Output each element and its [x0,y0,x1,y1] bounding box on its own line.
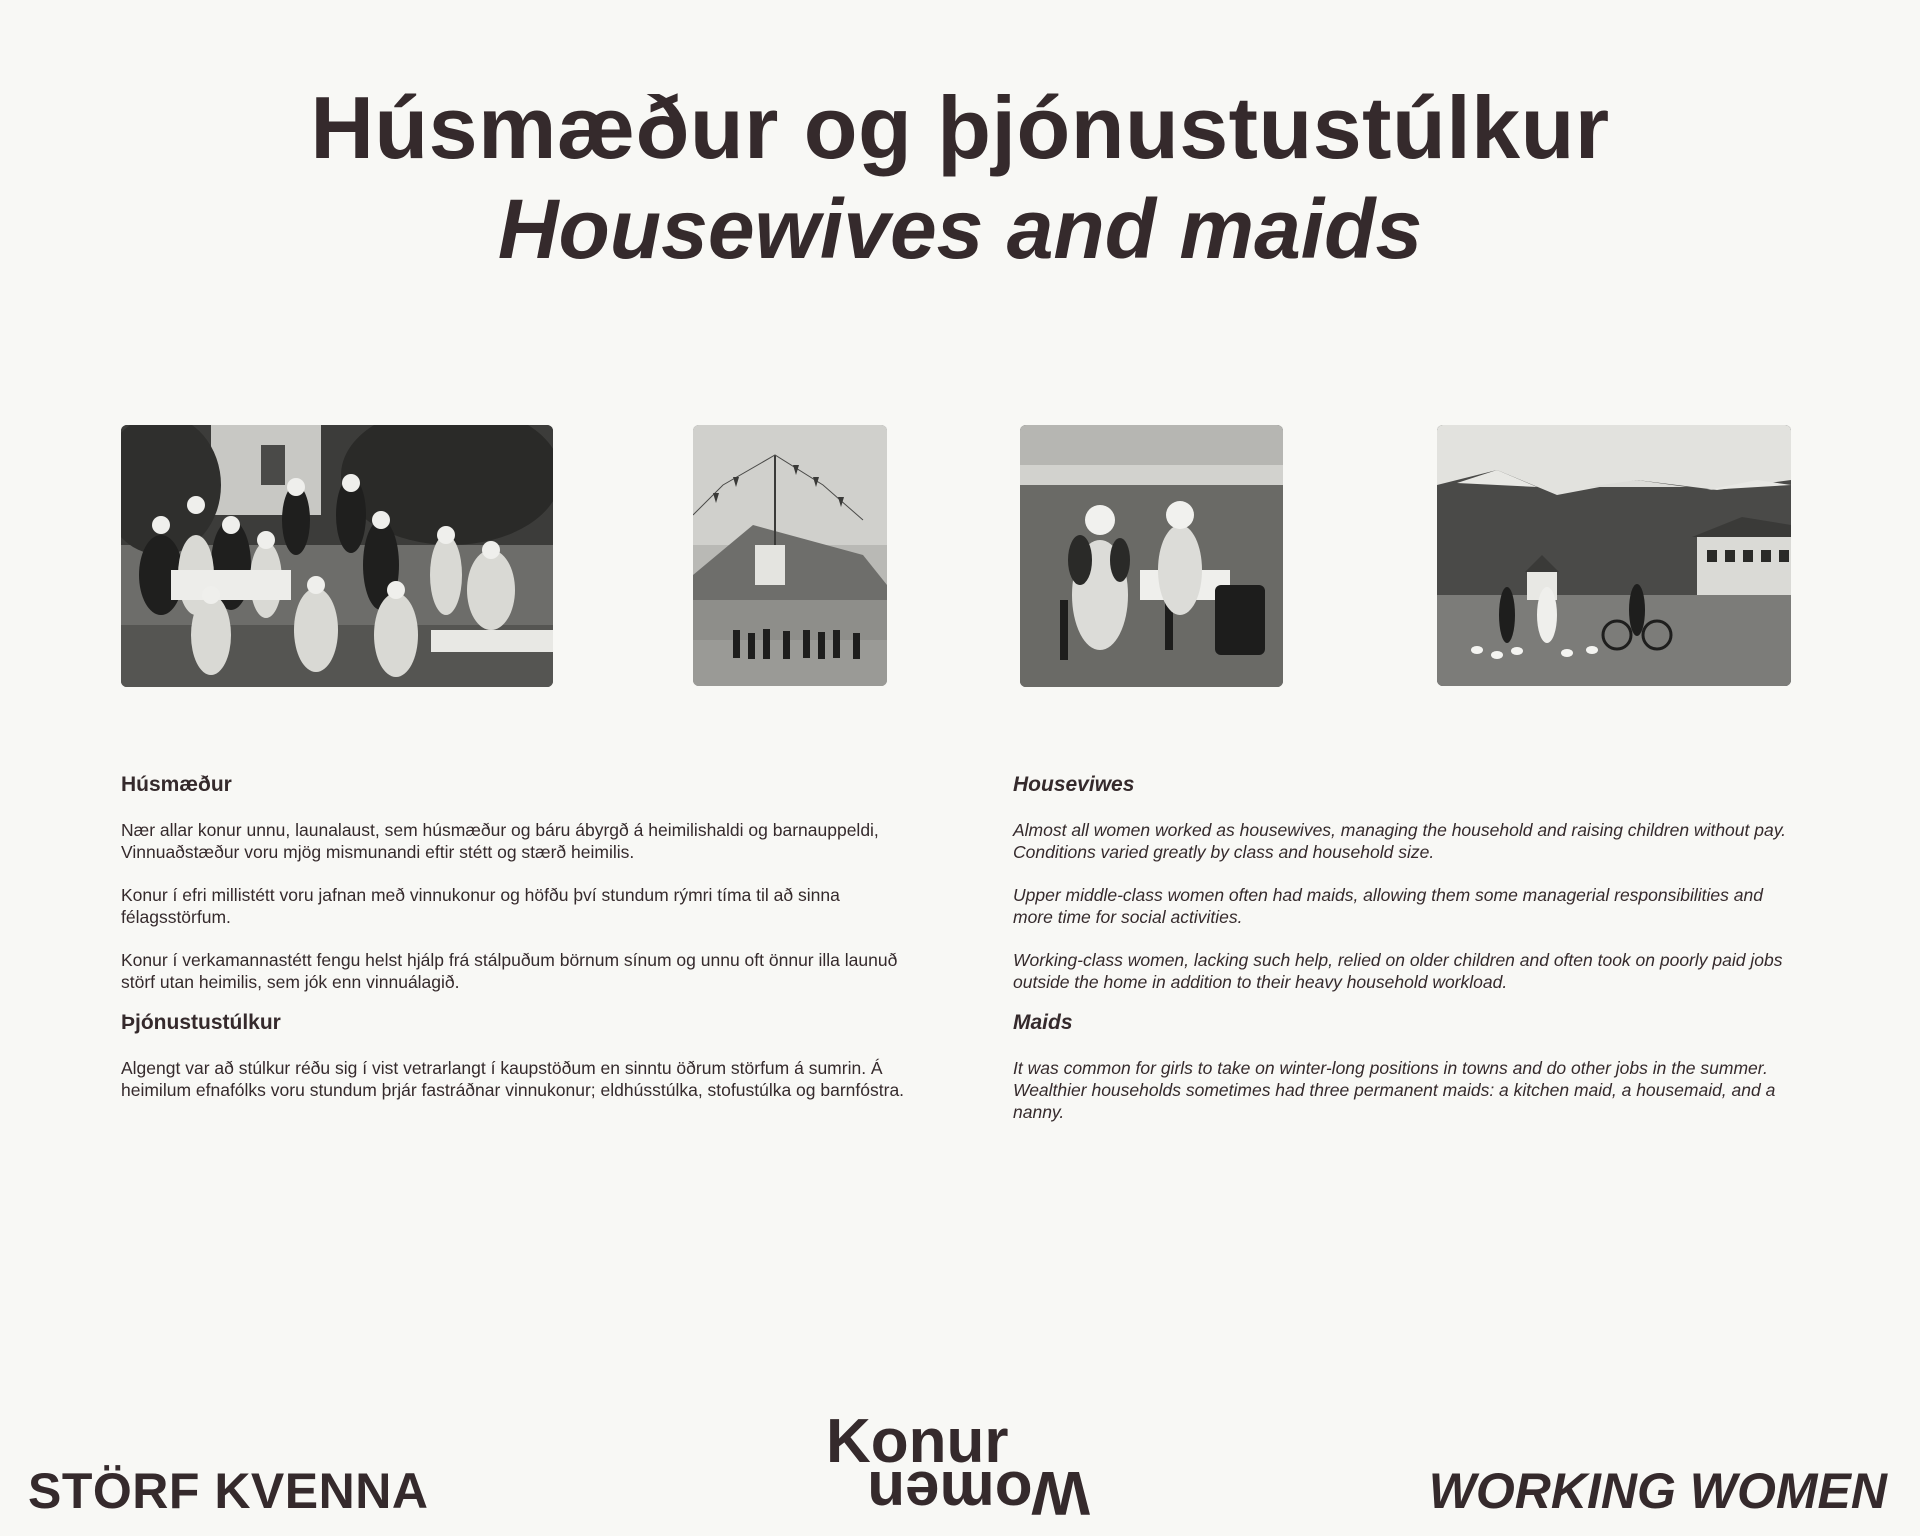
paragraph-3-icelandic: Konur í verkamannastétt fengu helst hjálp frá stálpuðum börnum sínum og unnu oft önnur illa launuð störf utan heimilis, sem jók enn vinnuálagið. [121,950,898,992]
paragraph-3-english: Working-class women, lacking such help, relied on older children and often took on poorly paid jobs outside the home in addition to their heavy household workload. [1013,950,1783,992]
heading-housewives-icelandic: Húsmæður [121,773,232,796]
family-garden-party-photo [121,425,553,687]
girls-tea-party-photo [1020,425,1283,687]
page-title-english: Housewives and maids [497,182,1423,276]
paragraph-4-english: It was common for girls to take on winter-long positions in towns and do other jobs in the summer. Wealthier households sometimes had three permanent maids: a kitchen maid, a housemaid, and a nanny. [1013,1058,1776,1122]
footer-label-icelandic: STÖRF KVENNA [28,1463,429,1519]
paragraph-4-icelandic: Algengt var að stúlkur réðu sig í vist vetrarlangt í kaupstöðum en sinntu öðrum störfum á sumrin. Á heimilum efnafólks voru stundum þrjár fastráðnar vinnukonur; eldhússtúlka, stofustúlka og barnfóstra. [121,1058,905,1100]
paragraph-2-icelandic: Konur í efri millistétt voru jafnan með vinnukonur og höfðu því stundum rýmri tíma til að sinna félagsstörfum. [121,885,840,927]
konur-women-logo [826,1407,1096,1527]
house-with-flags-photo [693,425,887,686]
english-text-column [1013,772,1803,1144]
village-mountain-photo [1437,425,1791,686]
paragraph-1-icelandic: Nær allar konur unnu, launalaust, sem húsmæður og báru ábyrgð á heimilishaldi og barnauppeldi, Vinnuaðstæður voru mjög mismunandi eftir stétt og stærð heimilis. [121,820,879,862]
title-block [0,76,1920,278]
icelandic-text-column [121,772,911,1122]
paragraph-2-english: Upper middle-class women often had maids, allowing them some managerial responsibilities and more time for social activities. [1013,885,1763,927]
heading-maids-icelandic: Þjónustustúlkur [121,1011,281,1034]
paragraph-1-english: Almost all women worked as housewives, managing the household and raising children without pay. Conditions varied greatly by class and household size. [1013,820,1787,862]
heading-maids-english: Maids [1013,1011,1073,1034]
page-title-icelandic: Húsmæður og þjónustustúlkur [310,78,1610,177]
heading-housewives-english: Houseviwes [1013,773,1135,796]
logo-text-women-inverted: Women [867,1458,1090,1527]
logo-text-konur: Konur [826,1407,1009,1476]
footer-label-english: WORKING WOMEN [1428,1463,1887,1519]
